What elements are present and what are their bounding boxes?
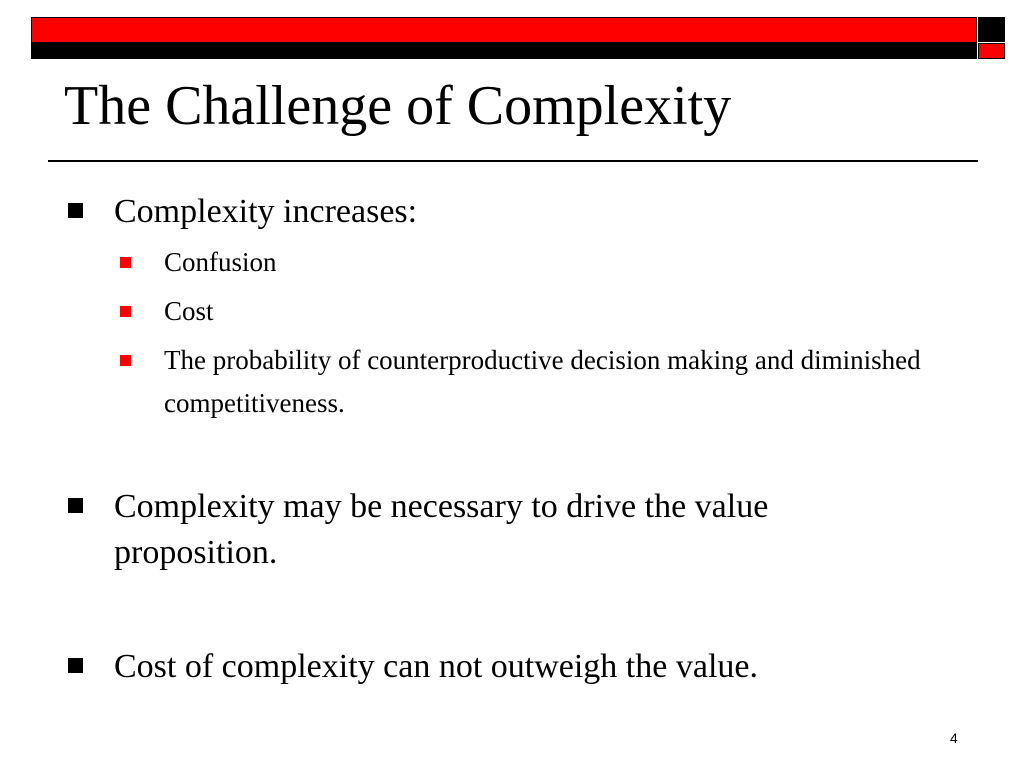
- sub-bullet-text: Confusion: [164, 247, 277, 277]
- bullet-text: Cost of complexity can not outweigh the value.: [114, 648, 758, 685]
- corner-block-black: [978, 17, 1005, 42]
- sub-bullet-text: Cost: [164, 296, 214, 326]
- bullet-square-icon: [68, 498, 83, 513]
- sub-bullet-square-icon: [120, 306, 131, 317]
- bullet-text: Complexity increases:: [114, 193, 418, 230]
- sub-bullet-text: The probability of counterproductive decision making and diminished competitiveness.: [164, 345, 921, 418]
- sub-bullet-square-icon: [120, 257, 131, 268]
- bullet-text: Complexity may be necessary to drive the value proposition.: [114, 488, 769, 571]
- title-divider: [48, 160, 978, 162]
- sub-bullet-square-icon: [120, 355, 131, 366]
- bullet-square-icon: [68, 658, 83, 673]
- page-number: 4: [950, 730, 958, 746]
- top-banner: [31, 17, 977, 59]
- bullet-square-icon: [68, 203, 83, 218]
- corner-block-red: [978, 43, 1005, 59]
- top-banner-red-stripe: [32, 18, 976, 42]
- slide-title: The Challenge of Complexity: [64, 75, 732, 137]
